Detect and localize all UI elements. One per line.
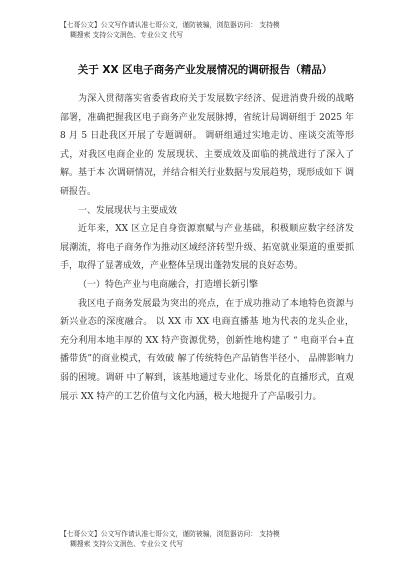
page-footer — [60, 529, 360, 549]
section-heading: 一、发展现状与主要成效 — [78, 205, 178, 216]
document-title: 关于 XX 区电子商务产业发展情况的调研报告（精品） — [77, 64, 333, 76]
footer-line-2: 糊搜索 支持公文润色、专业公文 代写 — [70, 540, 184, 548]
subsection-paragraph: 我区电子商务发展最为突出的亮点，在于成功推动了本地特色资源与新兴业态的深度融合。 以 XX 市 XX 电商直播基 地为代表的龙头企业，充分利用本地丰厚的 XX 特产资源优势，创新性地构建了 “ 电商平台+直播带货”的商业模式，有效破 解了传统特色产品销售半径小、 品牌影响力弱的困境。调研 中了解到，该基地通过专业化、场景化的直播形式，直观展示 XX 特产的工艺价值与文化内涵，极大地提升了产品吸引力。 — [60, 298, 354, 402]
header-line-2: 糊搜索 支持公文润色、专业公文 代写 — [70, 31, 184, 39]
section-paragraph: 近年来，XX 区立足自身资源禀赋与产业基础，积极顺应数字经济发展潮流，将电子商务作为推动区域经济转型升级、拓宽就业渠道的重要抓手，取得了显著成效，产业整体呈现出蓬勃发展的良好态势。 — [60, 224, 354, 272]
page-header — [60, 20, 360, 40]
footer-line-1: 【七哥公文】公文写作请认准七哥公文，谨防被骗，浏览器访问： 支持模 — [60, 530, 280, 538]
document-body — [60, 90, 354, 406]
header-line-1: 【七哥公文】公文写作请认准七哥公文，谨防被骗，浏览器访问： 支持模 — [60, 21, 280, 29]
subsection-heading: （一）特色产业与电商融合，打造增长新引擎 — [78, 279, 259, 290]
intro-paragraph: 为深入贯彻落实省委省政府关于发展数字经济、促进消费升级的战略部署，准确把握我区电子商务产业发展脉搏，省统计局调研组于 2025 年 8 月 5 日赴我区开展了专题调研。 调研组通过实地走访、座谈交流等形式，对我区电商企业的 发展现状、主要成效及面临的挑战进行了深入了解。基于本 次调研情况，并结合相关行业数据与发展趋势，现形成如下 调研报告。 — [60, 94, 354, 197]
